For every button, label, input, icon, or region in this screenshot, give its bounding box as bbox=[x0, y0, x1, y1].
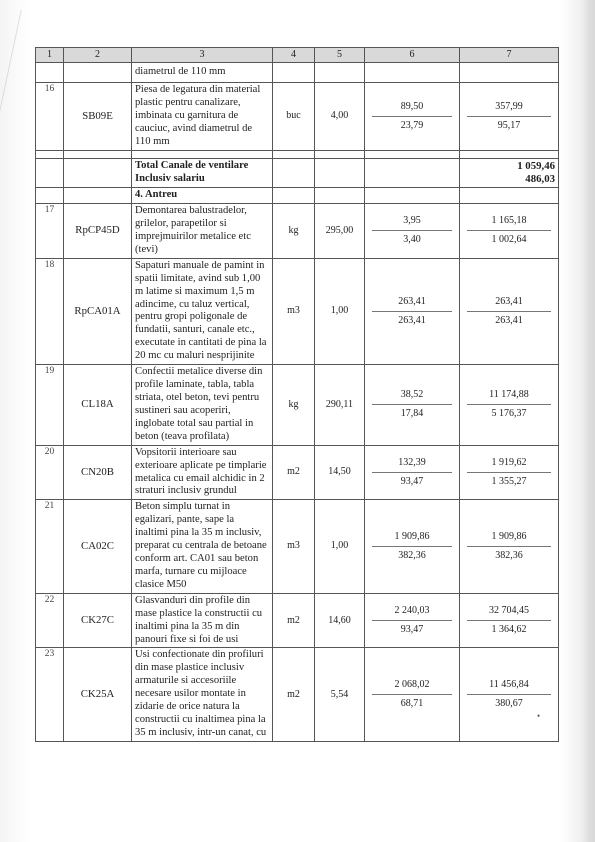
unit-labor: 68,71 bbox=[400, 698, 424, 710]
total-price-cell bbox=[460, 593, 559, 648]
item-description: diametrul de 110 mm bbox=[132, 63, 273, 83]
item-description: Sapaturi manuale de pamint in spatii limitate, avind sub 1,00 m latime si maximum 1,5 m adincime, cu taluz vertical, pentru gropi poligonale de fundatii, santuri, canale etc., executate in cantitati de pina la 20 mc cu maluri nesprijinite bbox=[132, 258, 273, 364]
item-number: 20 bbox=[36, 445, 64, 500]
quantity: 1,00 bbox=[315, 258, 365, 364]
column-header: 6 bbox=[365, 48, 460, 63]
item-number: 21 bbox=[36, 500, 64, 593]
unit-price-cell bbox=[365, 204, 460, 259]
unit-price: 3,95 bbox=[372, 215, 452, 231]
unit-of-measure: m2 bbox=[273, 445, 315, 500]
item-code: RpCP45D bbox=[64, 204, 132, 259]
unit-labor: 93,47 bbox=[400, 476, 424, 487]
unit-labor: 3,40 bbox=[403, 234, 421, 246]
total-values bbox=[460, 158, 559, 187]
table-row bbox=[36, 500, 559, 593]
table-row bbox=[36, 648, 559, 741]
table-row bbox=[36, 445, 559, 500]
quantity: 14,50 bbox=[315, 445, 365, 500]
unit-labor: 23,79 bbox=[400, 119, 424, 131]
total-price: 1 909,86 bbox=[467, 531, 551, 547]
unit-price-cell bbox=[365, 445, 460, 500]
total-price-cell bbox=[460, 365, 559, 446]
total-labor-value: 380,67 bbox=[495, 698, 523, 710]
unit-price: 132,39 bbox=[372, 457, 452, 473]
unit-price-cell bbox=[365, 593, 460, 648]
column-header: 3 bbox=[132, 48, 273, 63]
item-number: 19 bbox=[36, 365, 64, 446]
total-price: 357,99 bbox=[467, 101, 551, 117]
item-number: 16 bbox=[36, 83, 64, 151]
total-price: 32 704,45 bbox=[467, 605, 551, 621]
item-number: 23 bbox=[36, 648, 64, 741]
item-code: CN20B bbox=[64, 445, 132, 500]
item-code: SB09E bbox=[64, 83, 132, 151]
quantity: 4,00 bbox=[315, 83, 365, 151]
total-price: 11 174,88 bbox=[467, 389, 551, 405]
item-description: Beton simplu turnat in egalizari, pante, sape la inaltimi pina la 35 m inclusiv, preparat cu centrala de betoane conform art. CA01 sau beton marfa, turnare cu mijloace clasice M50 bbox=[132, 500, 273, 593]
quantity: 5,54 bbox=[315, 648, 365, 741]
total-price: 1 919,62 bbox=[467, 457, 551, 473]
total-labor-value: 263,41 bbox=[495, 314, 523, 326]
unit-of-measure: kg bbox=[273, 204, 315, 259]
item-description: Piesa de legatura din material plastic pentru canalizare, imbinata cu garnitura de cauciuc, avind diametrul de 110 mm bbox=[132, 83, 273, 151]
table-row bbox=[36, 258, 559, 364]
item-description: Demontarea balustradelor, grilelor, parapetilor si imprejmuirilor metalice etc (tevi) bbox=[132, 204, 273, 259]
item-number: 22 bbox=[36, 593, 64, 648]
unit-labor: 93,47 bbox=[400, 624, 424, 636]
total-labor-value: 382,36 bbox=[495, 550, 523, 562]
quantity: 14,60 bbox=[315, 593, 365, 648]
unit-price-cell bbox=[365, 648, 460, 741]
item-number: 18 bbox=[36, 258, 64, 364]
quantity: 295,00 bbox=[315, 204, 365, 259]
section-heading: 4. Antreu bbox=[132, 188, 273, 204]
unit-of-measure: buc bbox=[273, 83, 315, 151]
item-code: CA02C bbox=[64, 500, 132, 593]
unit-of-measure: kg bbox=[273, 365, 315, 446]
total-price-cell bbox=[460, 500, 559, 593]
unit-price: 2 068,02 bbox=[372, 679, 452, 695]
continuation-row bbox=[36, 63, 559, 83]
item-description: Vopsitorii interioare sau exterioare aplicate pe timplarie metalica cu email alchidic in 2 straturi inclusiv grundul bbox=[132, 445, 273, 500]
total-price-cell bbox=[460, 258, 559, 364]
estimate-table bbox=[35, 47, 559, 742]
item-rows-a bbox=[36, 83, 559, 151]
total-labor-value: 1 002,64 bbox=[491, 234, 527, 246]
column-header-row bbox=[36, 48, 559, 63]
total-price-cell bbox=[460, 204, 559, 259]
unit-of-measure: m3 bbox=[273, 258, 315, 364]
total-label: Total Canale de ventilare bbox=[135, 160, 249, 172]
total-labor: 486,03 bbox=[525, 172, 555, 185]
total-price-cell bbox=[460, 83, 559, 151]
column-header: 7 bbox=[460, 48, 559, 63]
spacer-row bbox=[36, 150, 559, 158]
item-code: CL18A bbox=[64, 365, 132, 446]
table-row bbox=[36, 204, 559, 259]
unit-of-measure: m2 bbox=[273, 648, 315, 741]
total-label-cell bbox=[132, 158, 273, 187]
total-row bbox=[36, 158, 559, 187]
total-labor-value: 1 355,27 bbox=[491, 476, 527, 487]
item-number: 17 bbox=[36, 204, 64, 259]
unit-price: 38,52 bbox=[372, 389, 452, 405]
unit-labor: 17,84 bbox=[400, 408, 424, 420]
item-description: Glasvanduri din profile din mase plastice la constructii cu inaltimi pina la 35 m din panouri fixe si foi de usi bbox=[132, 593, 273, 648]
total-amount: 1 059,46 bbox=[517, 159, 555, 172]
item-code: CK27C bbox=[64, 593, 132, 648]
item-description: Confectii metalice diverse din profile laminate, tabla, tabla striata, otel beton, tevi pentru sustineri sau acoperiri, inglobate total sau partial in beton (teava profilata) bbox=[132, 365, 273, 446]
total-price-cell bbox=[460, 445, 559, 500]
item-description: Usi confectionate din profiluri din mase plastice inclusiv armaturile si accesoriile necesare usilor montate in zidarie de orice natura la constructii cu inaltimea pina la 35 m inclusiv, intr-un canat, cu bbox=[132, 648, 273, 741]
total-labor-value: 95,17 bbox=[497, 119, 521, 131]
table-row bbox=[36, 83, 559, 151]
column-header: 2 bbox=[64, 48, 132, 63]
total-sublabel: Inclusiv salariu bbox=[135, 172, 205, 184]
column-header: 5 bbox=[315, 48, 365, 63]
unit-price: 1 909,86 bbox=[372, 531, 452, 547]
item-rows-b bbox=[36, 204, 559, 742]
total-price-cell bbox=[460, 648, 559, 741]
unit-price-cell bbox=[365, 365, 460, 446]
total-price: 1 165,18 bbox=[467, 215, 551, 231]
unit-price-cell bbox=[365, 258, 460, 364]
section-heading-row bbox=[36, 188, 559, 204]
unit-labor: 263,41 bbox=[398, 314, 426, 326]
unit-labor: 382,36 bbox=[398, 550, 426, 562]
total-price: 263,41 bbox=[467, 296, 551, 312]
total-price: 11 456,84 bbox=[467, 679, 551, 695]
unit-price: 2 240,03 bbox=[372, 605, 452, 621]
unit-price-cell bbox=[365, 500, 460, 593]
table-row bbox=[36, 365, 559, 446]
unit-price-cell bbox=[365, 83, 460, 151]
column-header: 4 bbox=[273, 48, 315, 63]
scan-shadow bbox=[581, 0, 595, 842]
table-row bbox=[36, 593, 559, 648]
total-labor-value: 1 364,62 bbox=[491, 624, 527, 636]
item-code: RpCA01A bbox=[64, 258, 132, 364]
item-code: CK25A bbox=[64, 648, 132, 741]
quantity: 290,11 bbox=[315, 365, 365, 446]
quantity: 1,00 bbox=[315, 500, 365, 593]
total-labor-value: 5 176,37 bbox=[491, 408, 527, 420]
unit-price: 263,41 bbox=[372, 296, 452, 312]
unit-of-measure: m2 bbox=[273, 593, 315, 648]
unit-price: 89,50 bbox=[372, 101, 452, 117]
scan-speck: • bbox=[537, 711, 541, 721]
column-header: 1 bbox=[36, 48, 64, 63]
unit-of-measure: m3 bbox=[273, 500, 315, 593]
